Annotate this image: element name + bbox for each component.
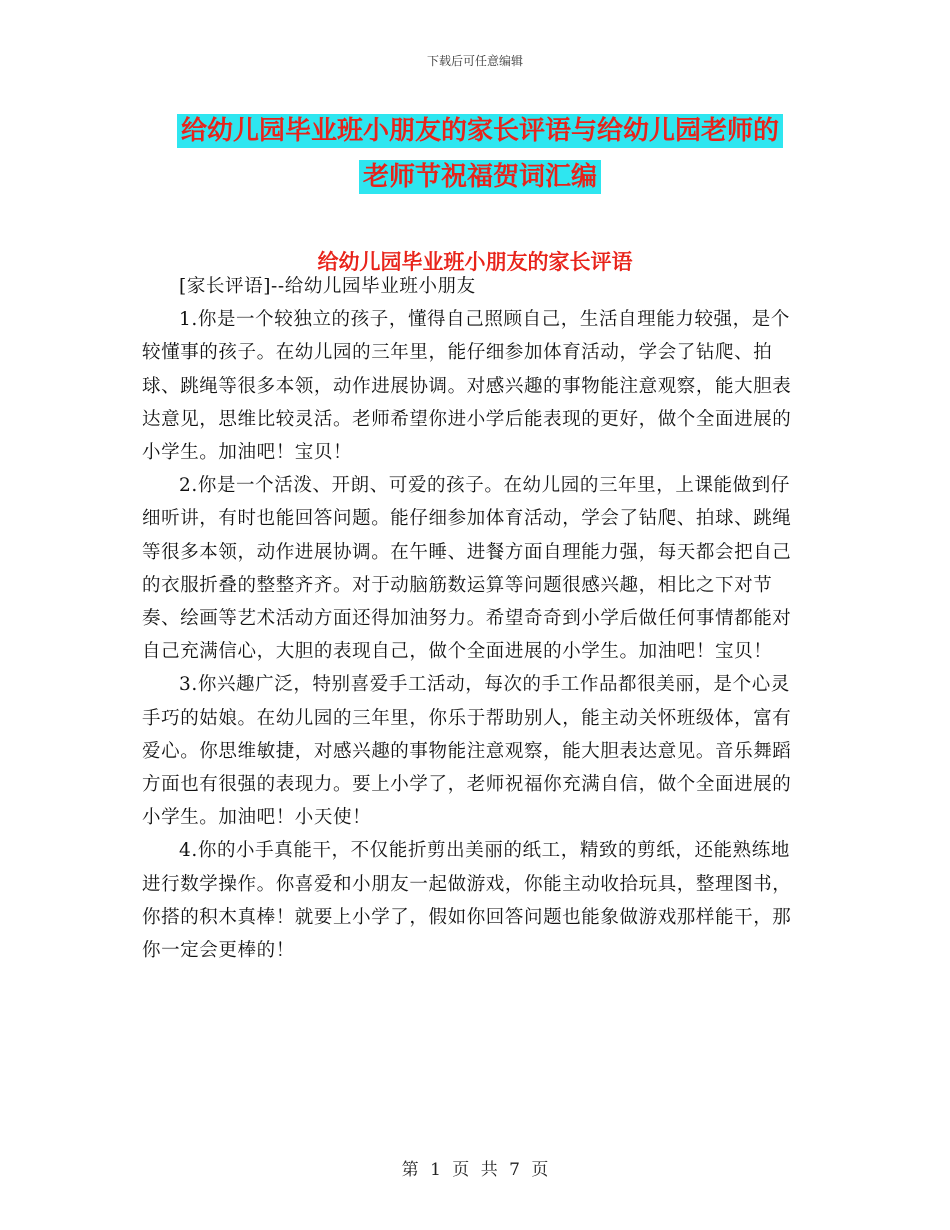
paragraph-4: 4.你的小手真能干，不仅能折剪出美丽的纸工，精致的剪纸，还能熟练地进行数学操作。你喜爱和小朋友一起做游戏，你能主动收拾玩具，整理图书，你搭的积木真棒！就要上小学了，假如你回答问题也能象做游戏那样能干，那你一定会更棒的！ xyxy=(142,840,792,962)
paragraph-3: 3.你兴趣广泛，特别喜爱手工活动，每次的手工作品都很美丽，是个心灵手巧的姑娘。在幼儿园的三年里，你乐于帮助别人，能主动关怀班级体，富有爱心。你思维敏捷，对感兴趣的事物能注意观察，能大胆表达意见。音乐舞蹈方面也有很强的表现力。要上小学了，老师祝福你充满自信，做个全面进展的小学生。加油吧！小天使！ xyxy=(142,674,792,829)
document-body xyxy=(142,270,802,967)
document-title-line2: 老师节祝福贺词汇编 xyxy=(359,160,601,194)
paragraph-1: 1.你是一个较独立的孩子，懂得自己照顾自己，生活自理能力较强，是个较懂事的孩子。在幼儿园的三年里，能仔细参加体育活动，学会了钻爬、拍球、跳绳等很多本领，动作进展协调。对感兴趣的事物能注意观察，能大胆表达意见，思维比较灵活。老师希望你进小学后能表现的更好，做个全面进展的小学生。加油吧！宝贝！ xyxy=(142,309,792,464)
subheading: [家长评语]--给幼儿园毕业班小朋友 xyxy=(179,276,476,297)
document-title xyxy=(140,108,820,200)
document-title-line1: 给幼儿园毕业班小朋友的家长评语与给幼儿园老师的 xyxy=(177,114,783,148)
header-note: 下载后可任意编辑 xyxy=(426,54,523,68)
section-title: 给幼儿园毕业班小朋友的家长评语 xyxy=(317,250,633,274)
page-number: 第 1 页 共 7 页 xyxy=(401,1160,549,1180)
paragraph-2: 2.你是一个活泼、开朗、可爱的孩子。在幼儿园的三年里，上课能做到仔细听讲，有时也能回答问题。能仔细参加体育活动，学会了钻爬、拍球、跳绳等很多本领，动作进展协调。在午睡、进餐方面自理能力强，每天都会把自己的衣服折叠的整整齐齐。对于动脑筋数运算等问题很感兴趣，相比之下对节奏、绘画等艺术活动方面还得加油努力。希望奇奇到小学后做任何事情都能对自己充满信心，大胆的表现自己，做个全面进展的小学生。加油吧！宝贝！ xyxy=(142,475,792,663)
